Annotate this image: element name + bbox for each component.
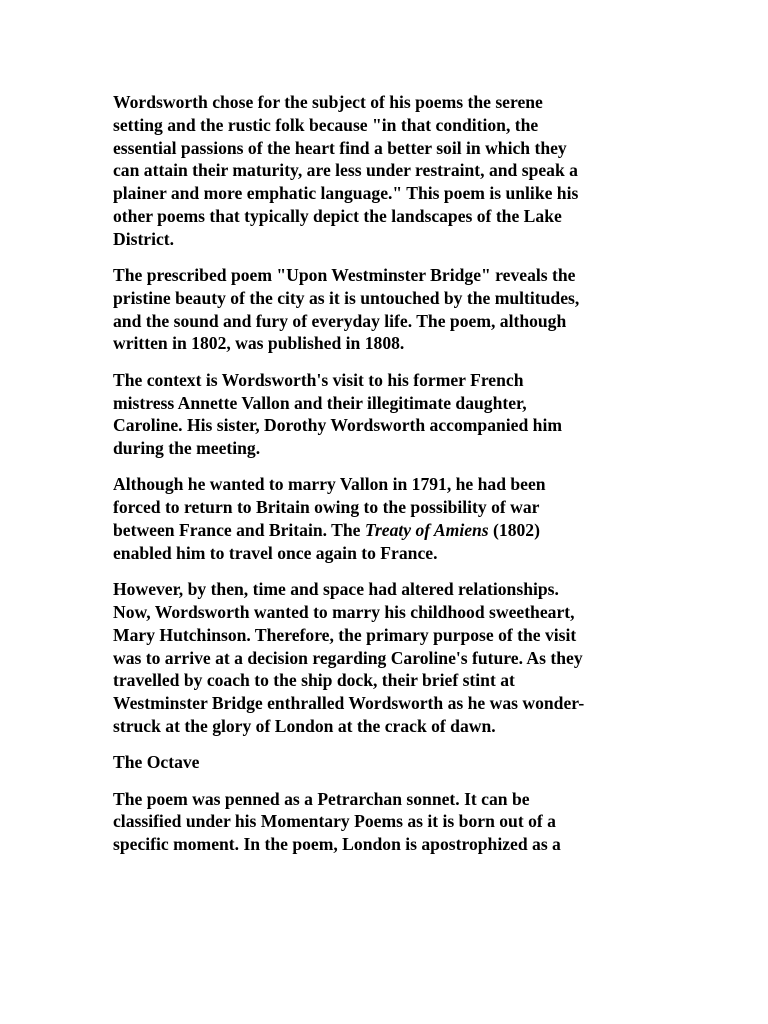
text-line: However, by then, time and space had altered relationships. (113, 579, 559, 600)
paragraph-context (113, 369, 673, 460)
text-line: can attain their maturity, are less under restraint, and speak a (113, 160, 578, 181)
text-line-segment: between France and Britain. The (113, 520, 365, 541)
text-line: struck at the glory of London at the crack of dawn. (113, 715, 496, 736)
text-line: classified under his Momentary Poems as it is born out of a (113, 811, 556, 832)
text-line: Mary Hutchinson. Therefore, the primary purpose of the visit (113, 624, 577, 645)
text-line: mistress Annette Vallon and their illegitimate daughter, (113, 392, 527, 413)
text-line: pristine beauty of the city as it is untouched by the multitudes, (113, 287, 580, 308)
paragraph-sonnet (113, 788, 673, 856)
text-line: was to arrive at a decision regarding Caroline's future. As they (113, 647, 583, 668)
text-line: District. (113, 228, 175, 249)
text-line: essential passions of the heart find a better soil in which they (113, 137, 567, 158)
text-line: specific moment. In the poem, London is apostrophized as a (113, 834, 561, 855)
text-line: Now, Wordsworth wanted to marry his childhood sweetheart, (113, 601, 575, 622)
text-line: plainer and more emphatic language." This poem is unlike his (113, 183, 579, 204)
text-line: The prescribed poem "Upon Westminster Bridge" reveals the (113, 265, 576, 286)
text-line: and the sound and fury of everyday life. The poem, although (113, 310, 567, 331)
section-heading: The Octave (113, 752, 200, 773)
text-line: Caroline. His sister, Dorothy Wordsworth accompanied him (113, 415, 562, 436)
document-page (113, 91, 673, 869)
text-line: during the meeting. (113, 438, 261, 459)
paragraph-prescribed-poem (113, 264, 673, 355)
text-line: Westminster Bridge enthralled Wordsworth as he was wonder- (113, 693, 585, 714)
text-line: The context is Wordsworth's visit to his former French (113, 369, 524, 390)
text-line: forced to return to Britain owing to the possibility of war (113, 497, 540, 518)
text-line: setting and the rustic folk because "in that condition, the (113, 114, 539, 135)
text-line-segment: (1802) (488, 520, 540, 541)
paragraph-intro (113, 91, 673, 251)
text-line: written in 1802, was published in 1808. (113, 333, 405, 354)
paragraph-vallon (113, 473, 673, 564)
text-line: other poems that typically depict the landscapes of the Lake (113, 205, 562, 226)
text-line: travelled by coach to the ship dock, their brief stint at (113, 670, 515, 691)
paragraph-hutchinson (113, 578, 673, 738)
text-line: The poem was penned as a Petrarchan sonnet. It can be (113, 788, 530, 809)
text-line: Although he wanted to marry Vallon in 1791, he had been (113, 474, 546, 495)
text-line: enabled him to travel once again to France. (113, 542, 438, 563)
treaty-title: Treaty of Amiens (364, 520, 489, 541)
text-line: Wordsworth chose for the subject of his poems the serene (113, 92, 543, 112)
